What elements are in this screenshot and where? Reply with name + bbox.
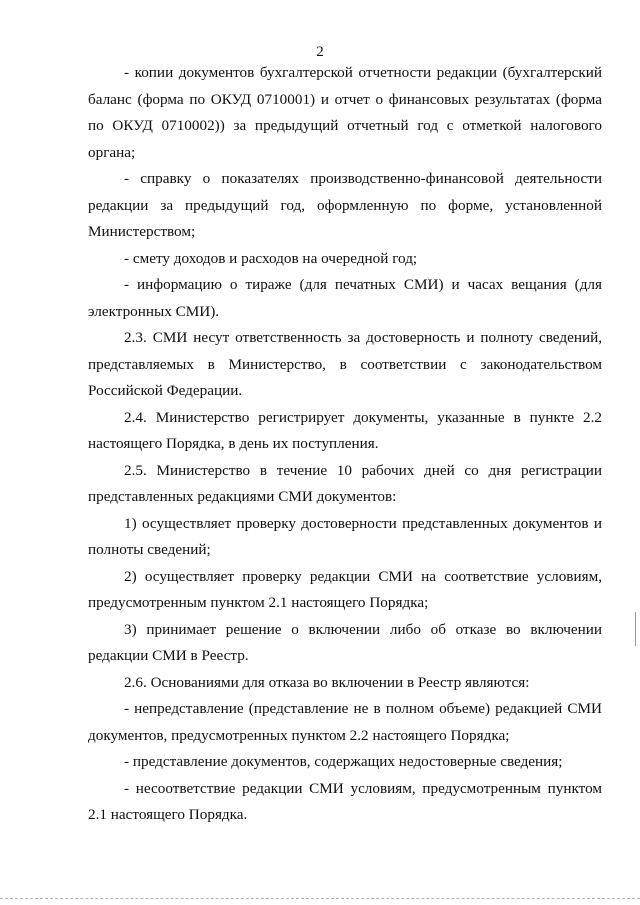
paragraph-2-3: 2.3. СМИ несут ответственность за достоверность и полноту сведений, представляемых в Министерство, в соответствии с законодательством Российской Федерации. bbox=[88, 329, 602, 399]
paragraph-financial-report: - справку о показателях производственно-финансовой деятельности редакции за предыдущий год, оформленную по форме, установленной Министерством; bbox=[88, 170, 602, 240]
scan-edge-mark bbox=[635, 612, 636, 646]
paragraph-2-6-reason-1: - непредставление (представление не в полном объеме) редакцией СМИ документов, предусмотренных пунктом 2.2 настоящего Порядка; bbox=[88, 700, 602, 744]
paragraph-2-5-item-3: 3) принимает решение о включении либо об отказе во включении редакции СМИ в Реестр. bbox=[88, 620, 602, 664]
paragraph-2-6: 2.6. Основаниями для отказа во включении в Реестр являются: bbox=[124, 673, 530, 691]
paragraph-2-5-item-2: 2) осуществляет проверку редакции СМИ на соответствие условиям, предусмотренным пунктом 2.1 настоящего Порядка; bbox=[88, 567, 602, 611]
paragraph-2-6-reason-2: - представление документов, содержащих недостоверные сведения; bbox=[124, 753, 563, 770]
page-number: 2 bbox=[316, 44, 324, 60]
paragraph-2-5: 2.5. Министерство в течение 10 рабочих дней со дня регистрации представленных редакциями СМИ документов: bbox=[88, 461, 602, 505]
paragraph-2-5-item-1: 1) осуществляет проверку достоверности представленных документов и полноты сведений; bbox=[88, 514, 602, 558]
paragraph-2-4: 2.4. Министерство регистрирует документы, указанные в пункте 2.2 настоящего Порядка, в день их поступления. bbox=[88, 408, 602, 452]
paragraph-2-6-reason-3: - несоответствие редакции СМИ условиям, предусмотренным пунктом 2.1 настоящего Порядка. bbox=[88, 779, 602, 823]
paragraph-accounting-copies: - копии документов бухгалтерской отчетности редакции (бухгалтерский баланс (форма по ОКУД 0710001) и отчет о финансовых результатах (форма по ОКУД 0710002)) за предыдущий отчетный год с отметкой налогового органа; bbox=[88, 64, 602, 161]
document-body bbox=[88, 60, 602, 829]
page-bottom-edge bbox=[0, 898, 640, 899]
paragraph-circulation-info: - информацию о тираже (для печатных СМИ) и часах вещания (для электронных СМИ). bbox=[88, 276, 602, 320]
paragraph-budget-estimate: - смету доходов и расходов на очередной год; bbox=[124, 249, 418, 267]
